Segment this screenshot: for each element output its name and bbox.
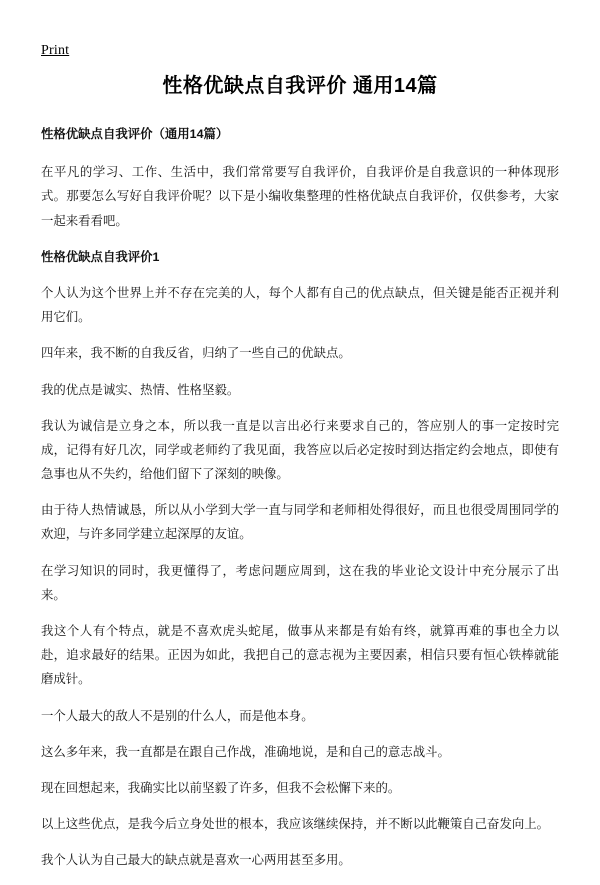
paragraph-9: 这么多年来，我一直都是在跟自己作战，准确地说，是和自己的意志战斗。: [41, 744, 450, 759]
paragraph-12: 我个人认为自己最大的缺点就是喜欢一心两用甚至多用。: [41, 853, 351, 868]
paragraph-8: 一个人最大的敌人不是别的什么人，而是他本身。: [41, 708, 314, 723]
paragraph-4: 我认为诚信是立身之本，所以我一直是以言出必行来要求自己的，答应别人的事一定按时完成，记得有好几次，同学或老师约了我见面，我答应以后必定按时到达指定约会地点，即使有急事也从不失约，给他们留下了深刻的映像。: [41, 418, 559, 482]
paragraph-1: 个人认为这个世界上并不存在完美的人，每个人都有自己的优点缺点，但关键是能否正视并利用它们。: [41, 285, 559, 325]
section-heading-1: 性格优缺点自我评价1: [41, 249, 160, 264]
paragraph-3: 我的优点是诚实、热情、性格坚毅。: [41, 382, 240, 397]
paragraph-intro: 在平凡的学习、工作、生活中，我们常常要写自我评价，自我评价是自我意识的一种体现形式。那要怎么写好自我评价呢？以下是小编收集整理的性格优缺点自我评价，仅供参考，大家一起来看看吧。: [41, 165, 559, 228]
print-link[interactable]: Print: [41, 43, 70, 58]
paragraph-11: 以上这些优点，是我今后立身处世的根本，我应该继续保持，并不断以此鞭策自己奋发向上。: [41, 817, 550, 832]
document-body: [41, 72, 559, 885]
paragraph-2: 四年来，我不断的自我反省，归纳了一些自己的优缺点。: [41, 346, 351, 361]
paragraph-5: 由于待人热情诚恳，所以从小学到大学一直与同学和老师相处得很好，而且也很受周围同学的欢迎，与许多同学建立起深厚的友谊。: [41, 503, 559, 542]
paragraph-7: 我这个人有个特点，就是不喜欢虎头蛇尾，做事从来都是有始有终，就算再难的事也全力以赴，追求最好的结果。正因为如此，我把自己的意志视为主要因素，相信只要有恒心铁棒就能磨成针。: [41, 624, 559, 687]
paragraph-10: 现在回想起来，我确实比以前坚毅了许多，但我不会松懈下来的。: [41, 780, 401, 795]
page-title: 性格优缺点自我评价 通用14篇: [162, 75, 438, 97]
document-subtitle: 性格优缺点自我评价（通用14篇）: [41, 127, 229, 141]
paragraph-6: 在学习知识的同时，我更懂得了，考虑问题应周到，这在我的毕业论文设计中充分展示了出来。: [41, 563, 559, 602]
